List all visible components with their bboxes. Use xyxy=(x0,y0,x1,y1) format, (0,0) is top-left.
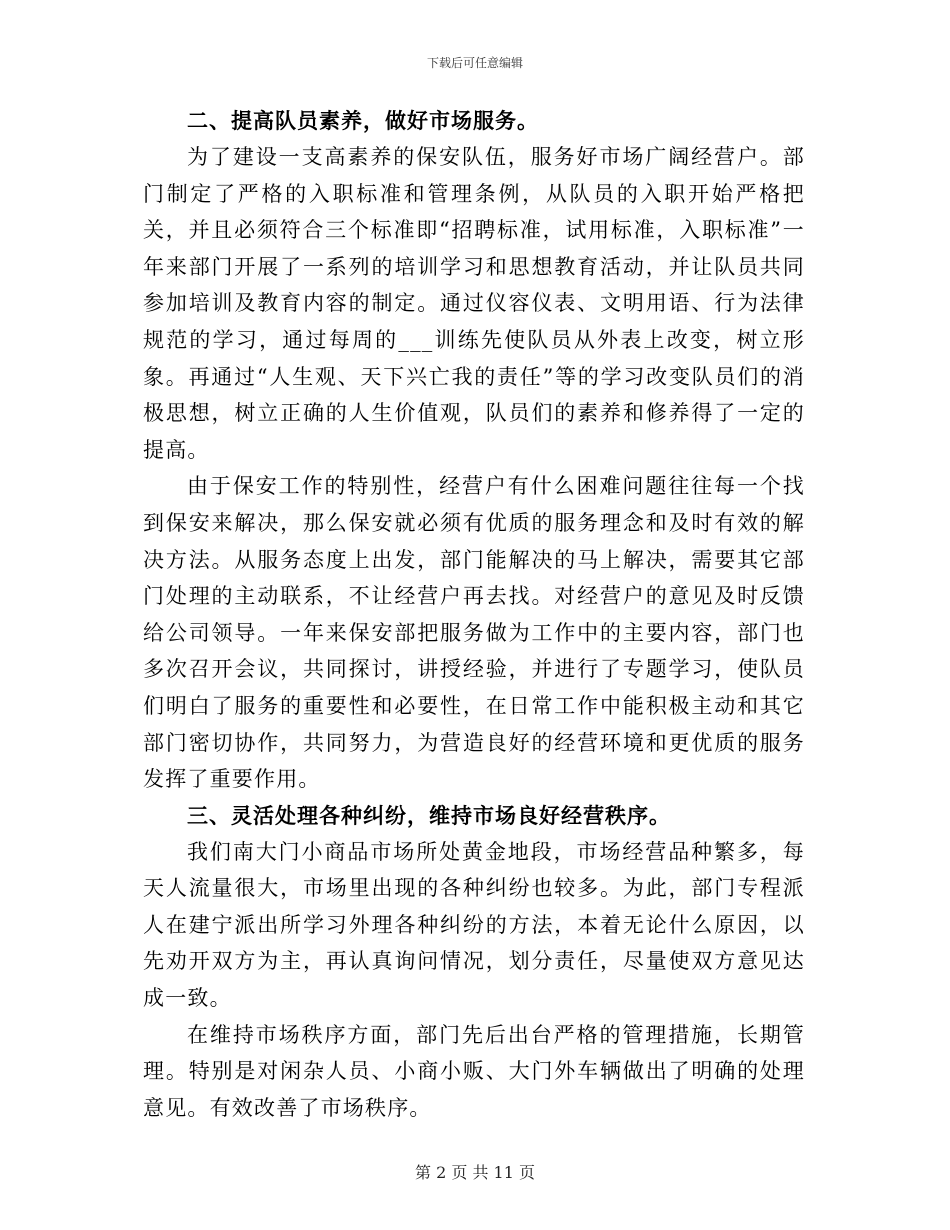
section-heading-2: 二、提高队员素养，做好市场服务。 xyxy=(187,108,539,133)
paragraph-4: 在维持市场秩序方面，部门先后出台严格的管理措施，长期管理。特别是对闲杂人员、小商小贩、大门外车辆做出了明确的处理意见。有效改善了市场秩序。 xyxy=(143,1022,805,1120)
header-note: 下载后可任意编辑 xyxy=(426,56,523,70)
paragraph-1: 为了建设一支高素养的保安队伍，服务好市场广阔经营户。部门制定了严格的入职标准和管理条例，从队员的入职开始严格把关，并且必须符合三个标准即“招聘标准，试用标准，入职标准”一年来部门开展了一系列的培训学习和思想教育活动，并让队员共同参加培训及教育内容的制定。通过仪容仪表、文明用语、行为法律规范的学习，通过每周的___训练先使队员从外表上改变，树立形象。再通过“人生观、天下兴亡我的责任”等的学习改变队员们的消极思想，树立正确的人生价值观，队员们的素养和修养得了一定的提高。 xyxy=(143,145,805,462)
paragraph-2: 由于保安工作的特别性，经营户有什么困难问题往往每一个找到保安来解决，那么保安就必须有优质的服务理念和及时有效的解决方法。从服务态度上出发，部门能解决的马上解决，需要其它部门处理的主动联系，不让经营户再去找。对经营户的意见及时反馈给公司领导。一年来保安部把服务做为工作中的主要内容，部门也多次召开会议，共同探讨，讲授经验，并进行了专题学习，使队员们明白了服务的重要性和必要性，在日常工作中能积极主动和其它部门密切协作，共同努力，为营造良好的经营环境和更优质的服务发挥了重要作用。 xyxy=(143,474,805,792)
page-number-footer: 第 2 页 共 11 页 xyxy=(415,1163,535,1182)
paragraph-3: 我们南大门小商品市场所处黄金地段，市场经营品种繁多，每天人流量很大，市场里出现的各种纠纷也较多。为此，部门专程派人在建宁派出所学习外理各种纠纷的方法，本着无论什么原因，以先劝开双方为主，再认真询问情况，划分责任，尽量使双方意见达成一致。 xyxy=(143,839,805,1011)
section-heading-3: 三、灵活处理各种纠纷，维持市场良好经营秩序。 xyxy=(187,802,671,828)
document-body xyxy=(143,103,805,1126)
